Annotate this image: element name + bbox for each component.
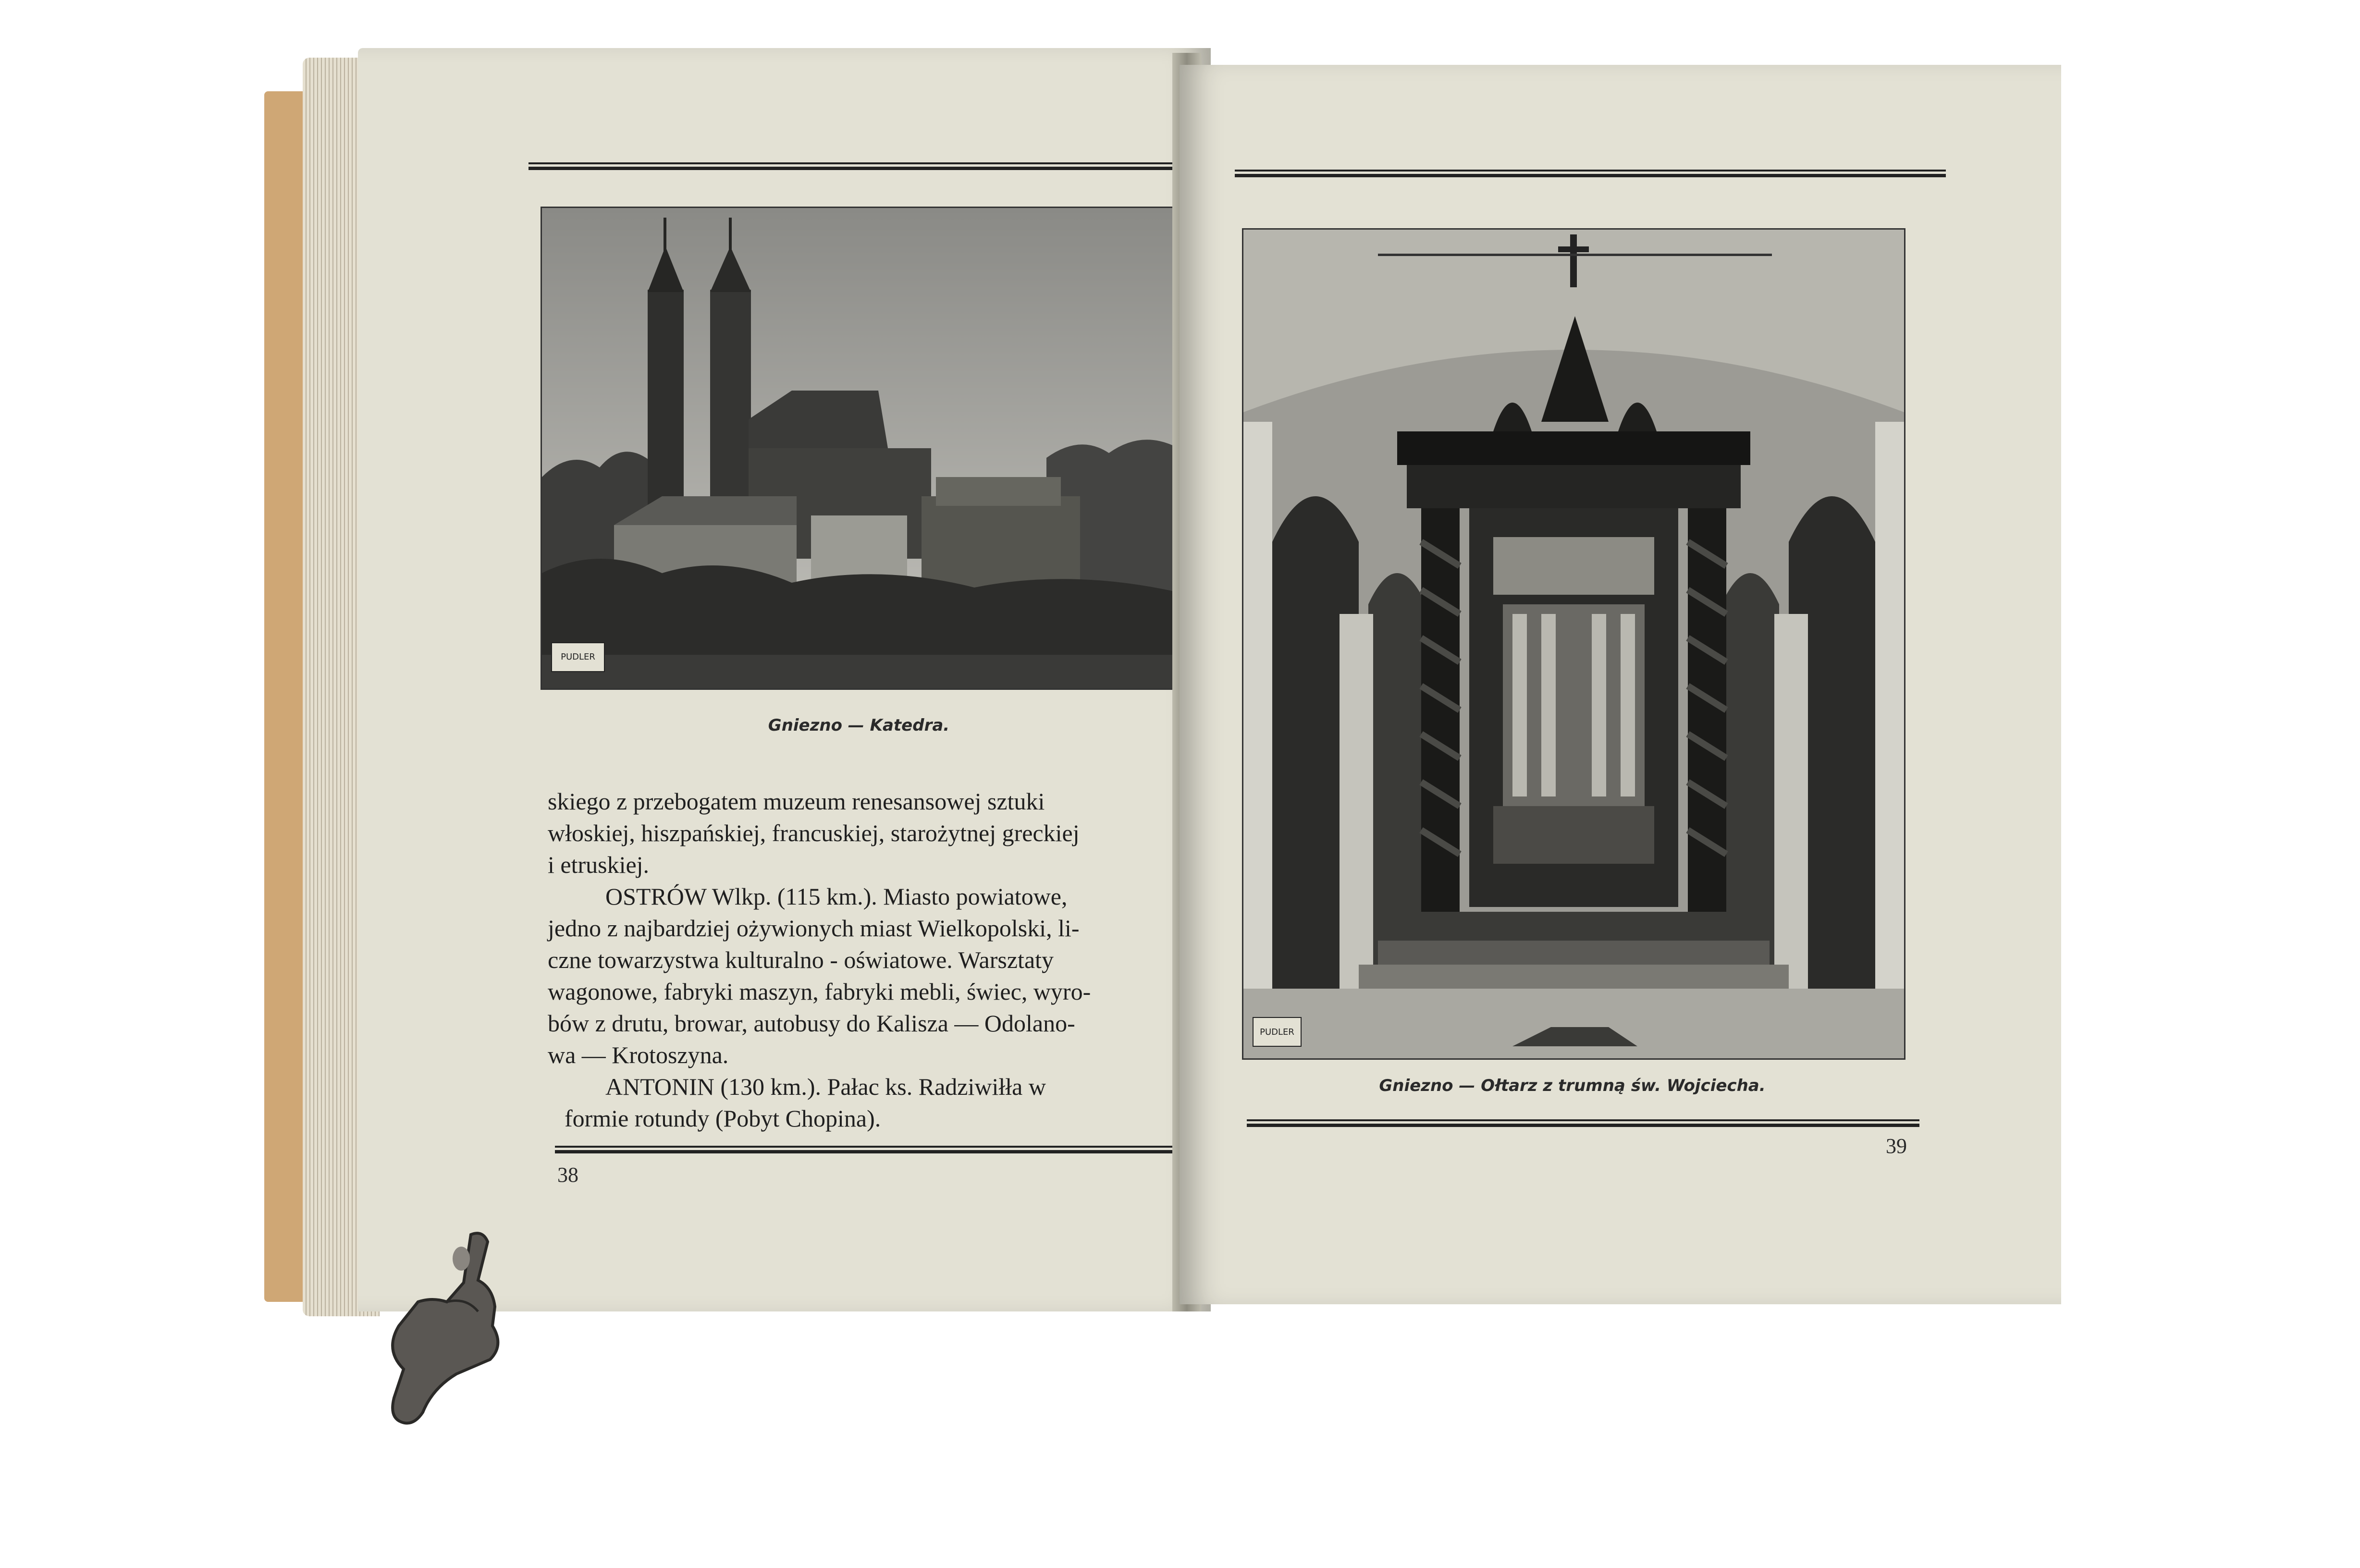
top-rule [1235,170,1946,176]
left-page [358,48,1211,1311]
text-line: skiego z przebogatem muzeum renesansowej sztuki [548,788,1045,815]
text-line: OSTRÓW Wlkp. (115 km.). Miasto powiatowe, [605,883,1068,910]
photo-stamp: PUDLER [561,652,595,662]
text-line: ANTONIN (130 km.). Pałac ks. Radziwiłła w [605,1073,1046,1100]
hand-bookmark [375,1230,504,1432]
top-rule [529,162,1196,169]
text-line: wa — Krotoszyna. [548,1041,729,1068]
photo-caption: Gniezno — Katedra. [768,716,950,735]
right-page [1180,65,2061,1304]
text-line: włoskiej, hiszpańskiej, francuskiej, starożytnej greckiej [548,820,1080,846]
text-line: formie rotundy (Pobyt Chopina). [565,1105,881,1132]
text-line: i etruskiej. [548,851,650,878]
text-line: wagonowe, fabryki maszyn, fabryki mebli, świec, wyro- [548,978,1091,1005]
text-line: bów z drutu, browar, autobusy do Kalisza — Odolano- [548,1010,1075,1037]
cathedral-photo [541,207,1180,690]
bottom-rule [1247,1119,1919,1126]
photo-stamp: PUDLER [1260,1027,1294,1037]
photo-caption: Gniezno — Ołtarz z trumną św. Wojciecha. [1379,1076,1766,1095]
text-line: czne towarzystwa kulturalno - oświatowe. Warsztaty [548,946,1054,973]
altar-image [1243,230,1904,1058]
page-number: 39 [1886,1134,1907,1158]
text-line: jedno z najbardziej ożywionych miast Wielkopolski, li- [548,915,1080,942]
page-number: 38 [557,1163,578,1187]
body-text [548,785,1192,1134]
altar-photo [1242,228,1905,1060]
bottom-rule [555,1146,1211,1152]
cathedral-image [542,208,1179,688]
